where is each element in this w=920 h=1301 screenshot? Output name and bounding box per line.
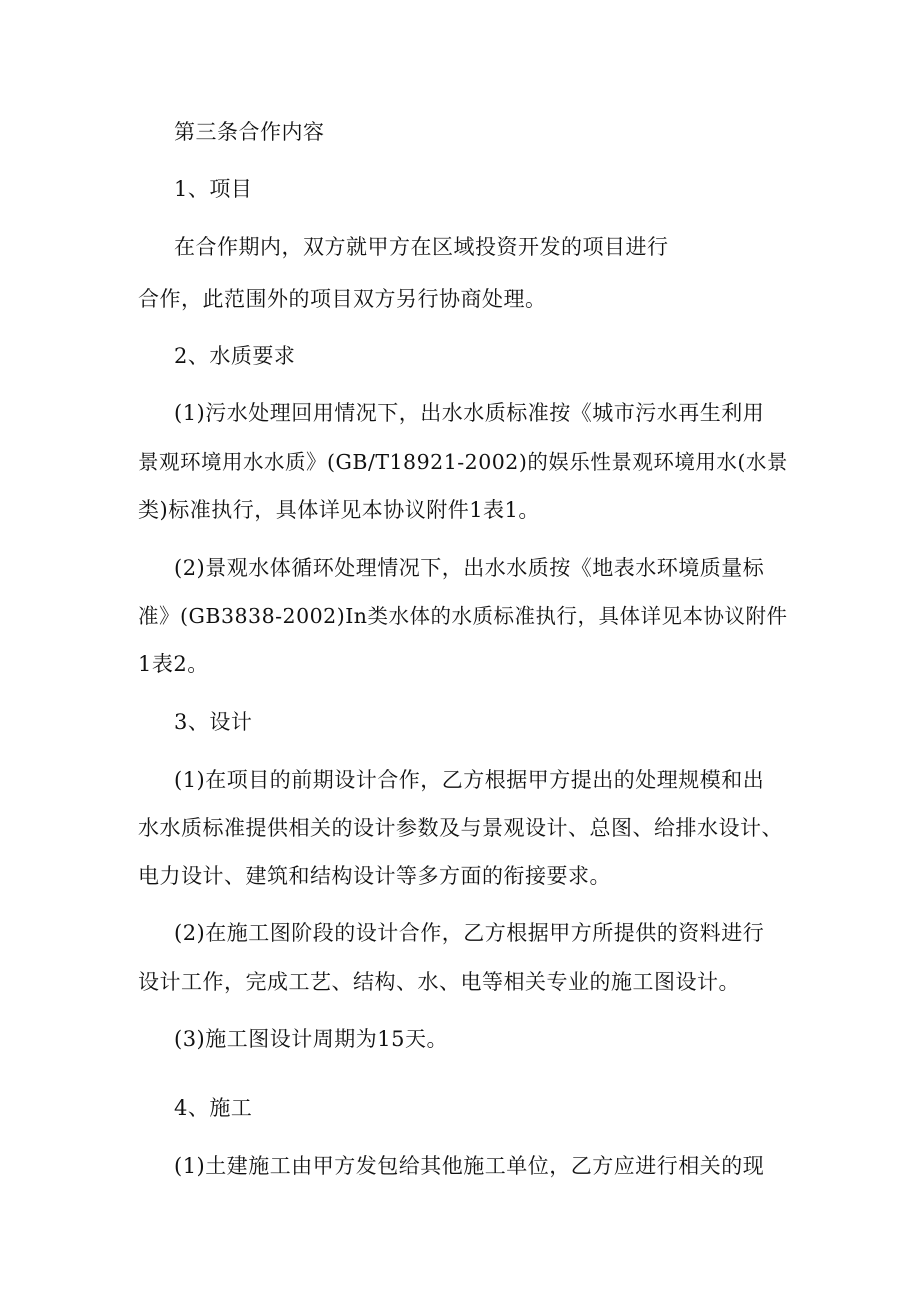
paragraph-line: (1)污水处理回用情况下，出水水质标准按《城市污水再生利用: [174, 401, 765, 425]
paragraph-line: (2)在施工图阶段的设计合作，乙方根据甲方所提供的资料进行: [174, 921, 765, 945]
paragraph-line: 水水质标准提供相关的设计参数及与景观设计、总图、给排水设计、: [138, 816, 783, 840]
paragraph-line: (3)施工图设计周期为15天。: [174, 1027, 448, 1051]
paragraph-line: 景观环境用水水质》(GB/T18921-2002)的娱乐性景观环境用水(水景: [138, 450, 788, 474]
paragraph-line: 准》(GB3838-2002)In类水体的水质标准执行，具体详见本协议附件: [138, 604, 788, 628]
paragraph-line: 1表2。: [138, 652, 209, 676]
paragraph-line: (1)在项目的前期设计合作，乙方根据甲方提出的处理规模和出: [174, 768, 765, 792]
paragraph-line: 电力设计、建筑和结构设计等多方面的衔接要求。: [138, 864, 611, 888]
section-heading-water-quality: 2、水质要求: [174, 344, 296, 368]
section-heading-construction: 4、施工: [174, 1096, 253, 1120]
section-heading-project: 1、项目: [174, 177, 253, 201]
paragraph-line: (1)土建施工由甲方发包给其他施工单位，乙方应进行相关的现: [174, 1154, 765, 1178]
article-heading: 第三条合作内容: [174, 120, 325, 144]
paragraph-line: (2)景观水体循环处理情况下，出水水质按《地表水环境质量标: [174, 556, 765, 580]
section-heading-design: 3、设计: [174, 710, 253, 734]
paragraph-line: 合作，此范围外的项目双方另行协商处理。: [138, 287, 547, 311]
paragraph-line: 设计工作，完成工艺、结构、水、电等相关专业的施工图设计。: [138, 970, 740, 994]
paragraph-line: 在合作期内，双方就甲方在区域投资开发的项目进行: [174, 235, 669, 259]
paragraph-line: 类)标准执行，具体详见本协议附件1表1。: [138, 498, 540, 522]
